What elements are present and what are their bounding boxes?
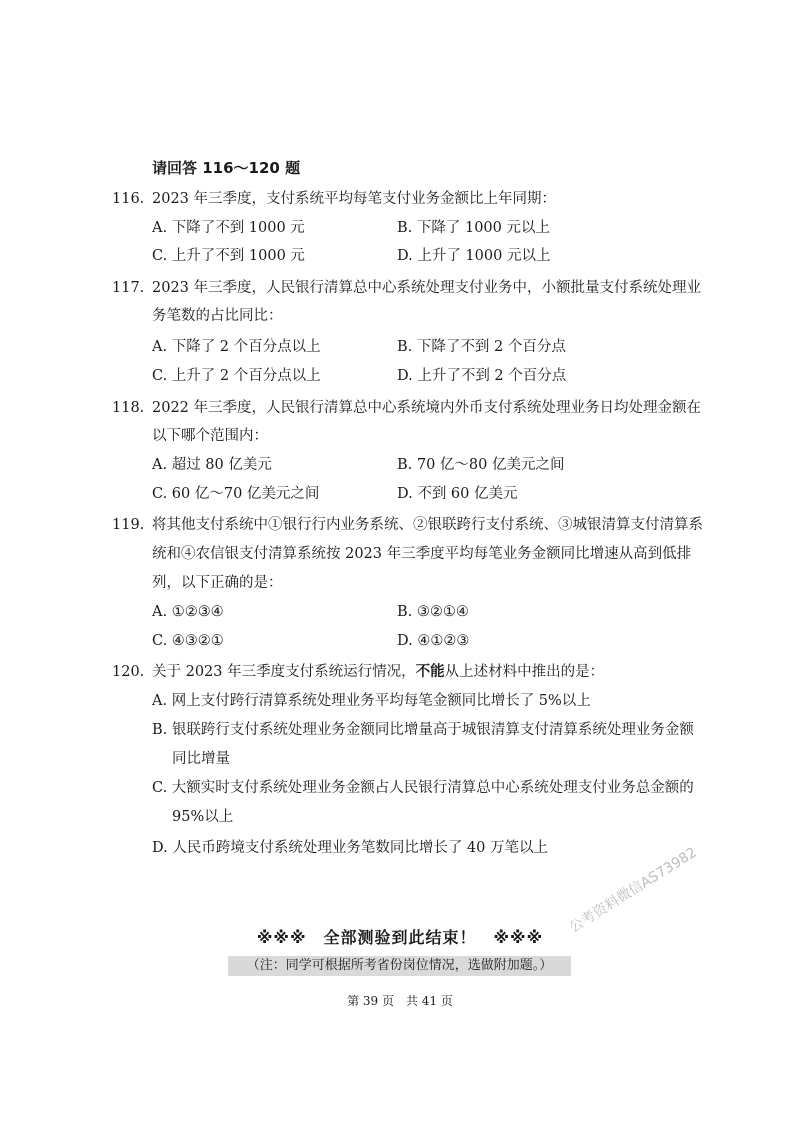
option-a: A. 网上支付跨行清算系统处理业务平均每笔金额同比增长了 5%以上 xyxy=(152,693,591,709)
question-text: 2022 年三季度，人民银行清算总中心系统境内外币支付系统处理业务日均处理金额在 xyxy=(152,400,702,416)
option-c: C. ④③②① xyxy=(152,633,224,649)
section-title: 请回答 116～120 题 xyxy=(152,159,301,177)
option-a: A. 下降了 2 个百分点以上 xyxy=(152,339,321,355)
question-text-continued: 列，以下正确的是： xyxy=(152,575,283,591)
option-d: D. 不到 60 亿美元 xyxy=(397,486,518,502)
emphasis-text: 不能 xyxy=(415,664,445,680)
option-c-continued: 95%以上 xyxy=(172,809,234,825)
watermark: 公考资料微信AS73982 xyxy=(566,844,700,937)
question-text: 将其他支付系统中①银行行内业务系统、②银联跨行支付系统、③城银清算支付清算系 xyxy=(152,517,703,533)
question-number: 117. xyxy=(112,280,145,296)
option-a: A. 超过 80 亿美元 xyxy=(152,457,272,473)
option-d: D. ④①②③ xyxy=(397,633,470,649)
option-b: B. ③②①④ xyxy=(397,604,469,620)
option-c: C. 上升了 2 个百分点以上 xyxy=(152,368,321,384)
question-text: 2023 年三季度，人民银行清算总中心系统处理支付业务中，小额批量支付系统处理业 xyxy=(152,280,702,296)
option-b: B. 下降了 1000 元以上 xyxy=(397,220,550,236)
question-text-part: 关于 2023 年三季度支付系统运行情况， xyxy=(152,664,416,680)
question-number: 119. xyxy=(112,517,145,533)
option-a: A. 下降了不到 1000 元 xyxy=(152,220,305,236)
question-number: 118. xyxy=(112,400,145,416)
option-c: C. 60 亿～70 亿美元之间 xyxy=(152,486,320,502)
page-number: 第 39 页 共 41 页 xyxy=(347,994,453,1008)
note-box: （注：同学可根据所考省份岗位情况，选做附加题。） xyxy=(228,956,571,976)
question-text: 2023 年三季度，支付系统平均每笔支付业务金额比上年同期： xyxy=(152,191,557,207)
question-number: 116. xyxy=(112,191,145,207)
end-of-test-banner: ※※※ 全部测验到此结束！ ※※※ xyxy=(256,928,544,947)
option-b: B. 下降了不到 2 个百分点 xyxy=(397,339,566,355)
option-b: B. 70 亿～80 亿美元之间 xyxy=(397,457,565,473)
question-text-continued: 统和④农信银支付清算系统按 2023 年三季度平均每笔业务金额同比增速从高到低排 xyxy=(152,546,692,562)
option-d: D. 上升了 1000 元以上 xyxy=(397,248,551,264)
option-c: C. 上升了不到 1000 元 xyxy=(152,248,305,264)
question-text-part: 从上述材料中推出的是： xyxy=(444,664,605,680)
option-d: D. 人民币跨境支付系统处理业务笔数同比增长了 40 万笔以上 xyxy=(152,840,548,856)
option-b: B. 银联跨行支付系统处理业务金额同比增量高于城银清算支付清算系统处理业务金额 xyxy=(152,722,694,738)
question-text-continued: 务笔数的占比同比： xyxy=(152,308,283,324)
option-d: D. 上升了不到 2 个百分点 xyxy=(397,368,567,384)
option-a: A. ①②③④ xyxy=(152,604,224,620)
option-b-continued: 同比增量 xyxy=(172,751,230,767)
question-number: 120. xyxy=(112,664,145,680)
question-text-continued: 以下哪个范围内： xyxy=(152,428,268,444)
option-c: C. 大额实时支付系统处理业务金额占人民银行清算总中心系统处理支付业务总金额的 xyxy=(152,780,694,796)
question-text xyxy=(152,662,604,682)
